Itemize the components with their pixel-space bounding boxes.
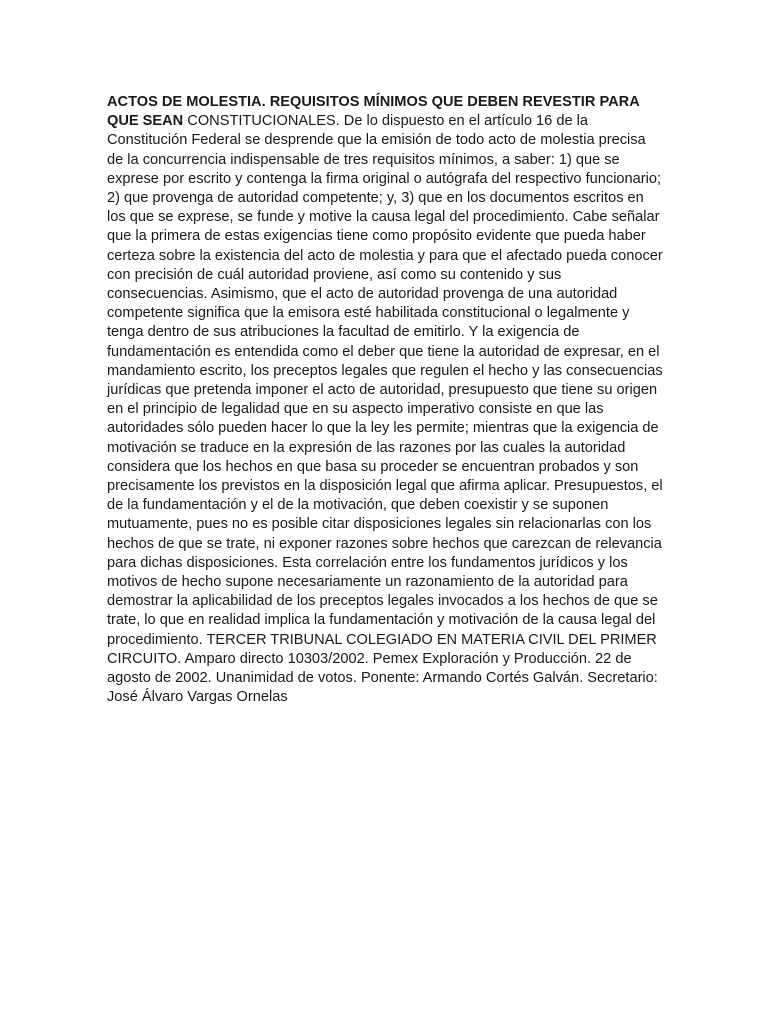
document-paragraph bbox=[107, 93, 663, 708]
document-title: ACTOS DE MOLESTIA. REQUISITOS MÍNIMOS QUE DEBEN REVESTIR PARA QUE SEAN bbox=[107, 94, 640, 130]
document-body: CONSTITUCIONALES. De lo dispuesto en el artículo 16 de la Constitución Federal se desprende que la emisión de todo acto de molestia precisa de la concurrencia indispensable de tres requisitos mínimos, a saber: 1) que se exprese por escrito y contenga la firma original o autógrafa del respectivo funcionario; 2) que provenga de autoridad competente; y, 3) que en los documentos escritos en los que se exprese, se funde y motive la causa legal del procedimiento. Cabe señalar que la primera de estas exigencias tiene como propósito evidente que pueda haber certeza sobre la existencia del acto de molestia y para que el afectado pueda conocer con precisión de cuál autoridad proviene, así como su contenido y sus consecuencias. Asimismo, que el acto de autoridad provenga de una autoridad competente significa que la emisora esté habilitada constitucional o legalmente y tenga dentro de sus atribuciones la facultad de emitirlo. Y la exigencia de fundamentación es entendida como el deber que tiene la autoridad de expresar, en el mandamiento escrito, los preceptos legales que regulen el hecho y las consecuencias jurídicas que pretenda imponer el acto de autoridad, presupuesto que tiene su origen en el principio de legalidad que en su aspecto imperativo consiste en que las autoridades sólo pueden hacer lo que la ley les permite; mientras que la exigencia de motivación se traduce en la expresión de las razones por las cuales la autoridad considera que los hechos en que basa su proceder se encuentran probados y son precisamente los previstos en la disposición legal que afirma aplicar. Presupuestos, el de la fundamentación y el de la motivación, que deben coexistir y se suponen mutuamente, pues no es posible citar disposiciones legales sin relacionarlas con los hechos de que se trate, ni exponer razones sobre hechos que carezcan de relevancia para dichas disposiciones. Esta correlación entre los fundamentos jurídicos y los motivos de hecho supone necesariamente un razonamiento de la autoridad para demostrar la aplicabilidad de los preceptos legales invocados a los hechos de que se trate, lo que en realidad implica la fundamentación y motivación de la causa legal del procedimiento. TERCER TRIBUNAL COLEGIADO EN MATERIA CIVIL DEL PRIMER CIRCUITO. Amparo directo 10303/2002. Pemex Exploración y Producción. 22 de agosto de 2002. Unanimidad de votos. Ponente: Armando Cortés Galván. Secretario: José Álvaro Vargas Ornelas bbox=[107, 113, 663, 706]
